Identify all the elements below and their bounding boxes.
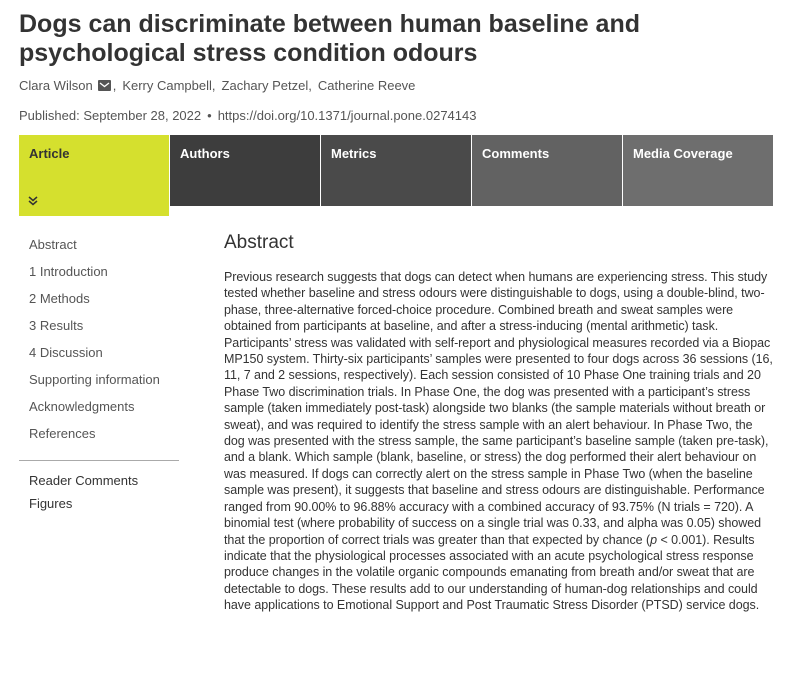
sidebar-item-introduction[interactable]: 1 Introduction — [29, 264, 108, 279]
separator-dot: • — [207, 108, 212, 123]
author[interactable] — [19, 78, 113, 93]
tab-comments[interactable] — [472, 135, 622, 206]
tab-metrics[interactable] — [321, 135, 471, 206]
chevron-double-down-icon[interactable] — [28, 196, 38, 206]
sidebar-item-results[interactable]: 3 Results — [29, 318, 84, 333]
author[interactable] — [113, 78, 212, 93]
abstract-text-part: < 0.001). Results indicate that the physiological processes associated with an acute psychological stress response produce changes in the volatile organic compounds emanating from breath and/or sweat that are detectable to dogs. These results add to our understanding of human-dog relationships and could have applications to Emotional Support and Post Traumatic Stress Disorder (PTSD) service dogs. — [224, 532, 760, 613]
sidebar-item-reader-comments[interactable]: Reader Comments — [29, 473, 139, 488]
sidebar-item-supporting-information[interactable]: Supporting information — [29, 372, 160, 387]
author-list — [19, 78, 415, 93]
article-title: Dogs can discriminate between human baseline and psychological stress condition odours — [19, 10, 640, 67]
doi-link[interactable]: https://doi.org/10.1371/journal.pone.0274143 — [217, 108, 477, 123]
tab-label: Media Coverage — [633, 146, 733, 161]
tab-authors[interactable] — [170, 135, 320, 206]
author-name[interactable]: , Kerry Campbell — [122, 78, 212, 93]
sidebar-divider — [19, 460, 179, 461]
article-tabs — [19, 135, 773, 216]
sidebar-extra-nav — [29, 472, 179, 518]
tab-label: Comments — [482, 146, 550, 161]
sidebar-item-methods[interactable]: 2 Methods — [29, 291, 90, 306]
sidebar-item-acknowledgments[interactable]: Acknowledgments — [29, 399, 135, 414]
published-date: Published: September 28, 2022 — [19, 108, 202, 123]
tab-media-coverage[interactable] — [623, 135, 773, 206]
author-name[interactable]: , Zachary Petzel — [221, 78, 309, 93]
tab-label: Authors — [180, 146, 230, 161]
p-value-symbol: p — [650, 532, 658, 547]
tab-article[interactable] — [19, 135, 169, 216]
author-name[interactable]: , Catherine Reeve — [317, 78, 416, 93]
author[interactable] — [212, 78, 308, 93]
author-name[interactable]: Clara Wilson — [19, 78, 93, 93]
author[interactable] — [308, 78, 415, 93]
publication-info — [19, 108, 476, 123]
tab-label: Article — [29, 146, 70, 161]
abstract-text — [224, 269, 776, 614]
abstract-heading: Abstract — [224, 232, 294, 253]
sidebar-item-abstract[interactable]: Abstract — [29, 237, 77, 252]
abstract-text-part: Previous research suggests that dogs can detect when humans are experiencing stress. This study tested whether baseline and stress odours were distinguishable to dogs, using a double-blind, two-phase, three-alternative forced-choice procedure. Combined breath and sweat samples were obtained from participants at baseline, and after a stress-inducing (mental arithmetic) task. Participants’ stress was validated with self-report and physiological measures recorded via a Biopac MP150 system. Thirty-six participants’ samples were presented to four dogs across 36 sessions (16, 11, 7 and 2 sessions, respectively). Each session consisted of 10 Phase One training trials and 20 Phase Two discrimination trials. In Phase One, the dog was presented with a participant’s stress sample (taken immediately post-task) alongside two blanks (the sample materials without breath or sweat), and was required to identify the stress sample with an alert behaviour. In Phase Two, the dog was presented with the stress sample, the same participant’s baseline sample (taken pre-task), and a blank. Which sample (blank, baseline, or stress) the dog performed their alert behaviour on was measured. If dogs can correctly alert on the stress sample in Phase Two (when the baseline sample was present), it suggests that baseline and stress odours are distinguishable. Performance ranged from 90.00% to 96.88% accuracy with a combined accuracy of 93.75% (N trials = 720). A binomial test (where probability of success on a single trial was 0.33, and alpha was 0.05) showed that the proportion of correct trials was greater than that expected by chance ( — [224, 270, 773, 547]
article-sidebar-nav — [29, 236, 179, 452]
sidebar-item-references[interactable]: References — [29, 426, 96, 441]
sidebar-item-figures[interactable]: Figures — [29, 496, 73, 511]
mail-icon[interactable] — [98, 80, 111, 91]
tab-label: Metrics — [331, 146, 377, 161]
sidebar-item-discussion[interactable]: 4 Discussion — [29, 345, 103, 360]
